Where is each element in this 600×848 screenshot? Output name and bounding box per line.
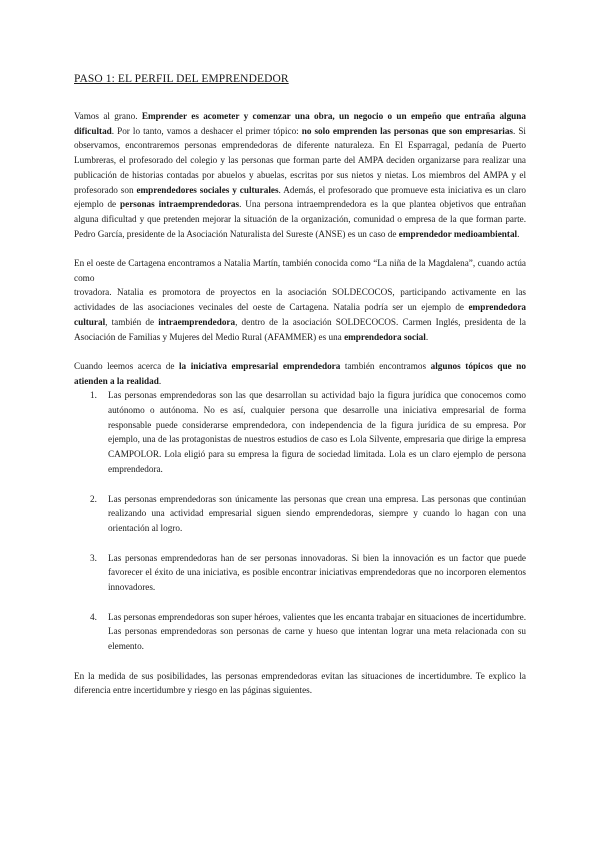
text-run: .: [517, 228, 520, 239]
list-item: [74, 388, 526, 476]
list-item-text: Las personas emprendedoras son las que desarrollan su actividad bajo la figura jurídica que conocemos como autónomo o autónoma. No es así, cualquier persona que desarrolle una iniciativa empresarial de forma responsable puede considerarse emprendedora, con independencia de la figura jurídica de su empresa. Por ejemplo, una de las protagonistas de nuestros estudios de caso es Lola Silvente, empresaria que dirige la empresa CAMPOLOR. Lola eligió para su empresa la figura de sociedad limitada. Lola es un claro ejemplo de persona emprendedora.: [108, 390, 526, 474]
text-run: . Además, el profesorado que promueve esta iniciativa es un claro ejemplo de: [74, 184, 526, 210]
bold-run: emprendedores sociales y culturales: [136, 184, 279, 195]
bold-run: Emprender es acometer y comenzar una obra, un negocio o un empeño que entraña alguna dificultad: [74, 111, 526, 136]
bold-run: emprendedora cultural: [74, 302, 526, 327]
text-run: trovadora. Natalia es promotora de proyectos en la asociación SOLDECOCOS, participando activamente en las actividades de las asociaciones vecinales del oeste de Cartagena. Natalia podría ser un ejemplo de: [74, 287, 526, 313]
bold-run: no solo emprenden las personas que son empresarias: [301, 125, 513, 136]
text-run: .: [425, 331, 429, 342]
text-run: , dentro de la asociación SOLDECOCOS. Carmen Inglés, presidenta de la Asociación de Familias y Mujeres del Medio Rural (AFAMMER) es una: [74, 316, 526, 342]
list-number: 4.: [90, 611, 97, 622]
list-item-text: Las personas emprendedoras han de ser personas innovadoras. Si bien la innovación es un factor que puede favorecer el éxito de una iniciativa, es posible encontrar iniciativas emprendedoras que no incorporen elementos innovadores.: [108, 552, 526, 593]
list-number: 2.: [90, 493, 97, 504]
bold-run: emprendedor medioambiental: [398, 228, 518, 239]
list-item-text: Las personas emprendedoras son únicamente las personas que crean una empresa. Las personas que continúan realizando una actividad empresarial siguen siendo emprendedoras, siempre y cuando lo hagan con una orientación al logro.: [108, 493, 526, 533]
text-run: .: [158, 375, 162, 386]
text-run: Cuando leemos acerca de: [74, 360, 179, 371]
text-run: . Una persona intraemprendedora es la que plantea objetivos que entrañan alguna dificultad y que pretenden mejorar la situación de la organización, comunidad o empresa de la que forman parte. Pedro García, presidente de la Asociación Naturalista del Sureste (ANSE) es un caso de: [74, 199, 526, 239]
closing-paragraph: En la medida de sus posibilidades, las personas emprendedoras evitan las situaciones de incertidumbre. Te explico la diferencia entre incertidumbre y riesgo en las páginas siguientes.: [74, 670, 526, 696]
cartagena-paragraph: [74, 256, 526, 344]
section-title: PASO 1: EL PERFIL DEL EMPRENDEDOR: [74, 73, 289, 85]
topics-list: [74, 388, 526, 654]
bold-run: intraemprendedora: [158, 316, 236, 327]
text-run: . Por lo tanto, vamos a deshacer el primer tópico:: [111, 125, 302, 136]
list-number: 1.: [90, 390, 97, 401]
bold-run: personas intraemprendedoras: [120, 199, 240, 210]
topics-intro-paragraph: [74, 359, 526, 388]
list-item: [74, 492, 526, 536]
bold-run: la iniciativa empresarial emprendedora: [179, 360, 341, 371]
text-run: Vamos al grano.: [74, 111, 142, 121]
list-item: [74, 610, 526, 654]
bold-run: emprendedora social: [344, 331, 426, 342]
text-run: también encontramos: [340, 360, 431, 371]
text-run: . Si observamos, encontraremos personas emprendedoras de diferente naturaleza. En El Esparragal, pedanía de Puerto Lumbreras, el profesorado del colegio y las personas que forman parte del AMPA deciden organizarse para realizar una publicación de historias contadas por abuelos y abuelas, escritas por sus nietos y nietas. Los miembros del AMPA y el profesorado son: [74, 125, 526, 195]
list-item-text: Las personas emprendedoras son super héroes, valientes que les encanta trabajar en situaciones de incertidumbre. Las personas emprendedoras son personas de carne y hueso que intentan lograr una meta relacionada con su elemento.: [108, 611, 526, 652]
bold-run: algunos tópicos que no atienden a la realidad: [74, 360, 526, 386]
list-item: [74, 551, 526, 595]
list-number: 3.: [90, 552, 97, 563]
document-page: [74, 72, 526, 698]
text-run: En el oeste de Cartagena encontramos a Natalia Martín, también conocida como “La niña de la Magdalena”, cuando actúa como: [74, 258, 526, 283]
text-run: , también de: [105, 316, 159, 327]
intro-paragraph: [74, 109, 526, 241]
